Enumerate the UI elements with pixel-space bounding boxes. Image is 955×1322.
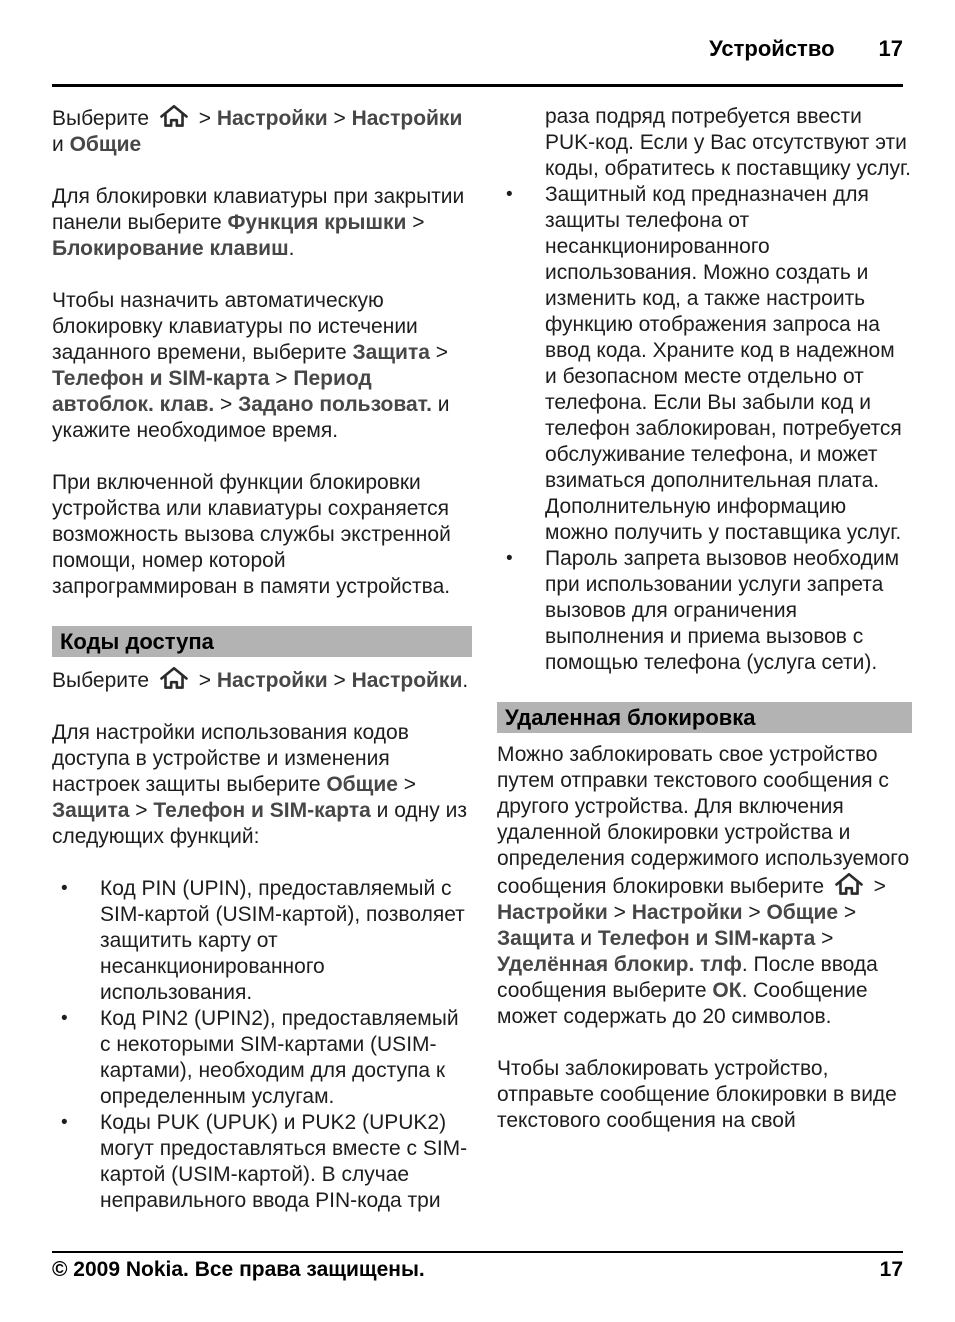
section-header: Коды доступа (52, 626, 472, 657)
body-text: > (429, 341, 449, 364)
body-text: Выберите (52, 669, 155, 692)
column-left (52, 104, 472, 1240)
menu-path-item: Защита (52, 799, 130, 822)
body-text: . (288, 237, 295, 260)
menu-path-item: Телефон и SIM-карта (52, 367, 270, 390)
menu-path-item: Телефон и SIM-карта (153, 799, 371, 822)
paragraph (52, 288, 472, 444)
menu-path-item: Защита (352, 341, 430, 364)
body-text: . (462, 669, 469, 692)
page-content (52, 104, 912, 1240)
menu-path-item: Настройки (631, 901, 743, 924)
menu-path-item: ОК (712, 979, 742, 1002)
body-text: > (607, 901, 632, 924)
menu-path-item: Настройки (497, 901, 608, 924)
body-text: Пароль запрета вызовов необходим при использовании услуги запрета вызовов для ограничения выполнения и приема вызовов с помощью телефона (услуга сети). (545, 547, 900, 674)
paragraph (52, 470, 472, 600)
menu-path-item: Телефон и SIM-карта (597, 927, 816, 950)
body-text: > (406, 211, 425, 234)
header-page-number: 17 (878, 36, 903, 61)
paragraph (52, 104, 472, 158)
body-text: и одну из следующих функций: (52, 799, 467, 848)
bullet-marker: • (61, 1112, 68, 1133)
body-text: > (129, 799, 154, 822)
body-text: > (269, 367, 294, 390)
body-text: Код PIN2 (UPIN2), предоставляемый с некоторыми SIM-картами (USIM-картами), необходим для доступа к определенным услугам. (100, 1007, 459, 1108)
body-text: Выберите (52, 107, 155, 130)
body-text: > (327, 107, 352, 130)
menu-path-item: Настройки (216, 669, 328, 692)
body-text: > (742, 901, 767, 924)
column-right (497, 104, 912, 1240)
body-text: > (397, 773, 417, 796)
body-text: Чтобы назначить автоматическую блокировку клавиатуры по истечении заданного времени, выберите (52, 289, 418, 364)
paragraph (52, 666, 472, 694)
footer-copyright: © 2009 Nokia. Все права защищены. (52, 1258, 425, 1281)
body-text: Для настройки использования кодов доступа в устройстве и изменения настроек защиты выберите (52, 721, 409, 796)
bullet-marker: • (61, 878, 68, 899)
menu-path-item: Задано пользоват. (238, 393, 432, 416)
menu-path-item: Настройки (351, 107, 463, 130)
menu-path-item: Настройки (216, 107, 328, 130)
body-text: раза подряд потребуется ввести PUK-код. Если у Вас отсутствуют эти коды, обратитесь к поставщику услуг. (545, 105, 911, 180)
menu-path-item: Общие (766, 901, 839, 924)
body-text: > (192, 107, 217, 130)
body-text: > (815, 927, 834, 950)
bullet-list (52, 876, 472, 1214)
home-icon (830, 872, 868, 900)
body-text: > (327, 669, 352, 692)
body-text: и (52, 133, 70, 156)
body-text: > (867, 875, 886, 898)
bullet-item (52, 876, 472, 1006)
bullet-list (497, 182, 912, 676)
body-text: Можно заблокировать свое устройство путем отправки текстового сообщения с другого устройства. Для включения удаленной блокировки устройства и определения содержимого используемого сообщения блокировки выберите (497, 743, 910, 898)
section-header: Удаленная блокировка (497, 702, 912, 733)
body-text: . После ввода сообщения выберите (497, 953, 878, 1002)
menu-path-item: Период автоблок. клав. (52, 367, 372, 416)
menu-path-item: Общие (326, 773, 398, 796)
bullet-item (52, 1006, 472, 1110)
footer-page-number: 17 (879, 1258, 903, 1281)
body-text: Код PIN (UPIN), предоставляемый с SIM-картой (USIM-картой), позволяет защитить карту от несанкционированного использования. (100, 877, 465, 1004)
bullet-item (52, 1110, 472, 1214)
menu-path-item: Функция крышки (227, 211, 407, 234)
header-rule (52, 84, 903, 87)
body-text: и укажите необходимое время. (52, 393, 450, 442)
page-header (709, 36, 903, 62)
menu-path-item: Уделённая блокир. тлф (497, 953, 742, 976)
home-icon (155, 104, 193, 132)
menu-path-item: Настройки (351, 669, 463, 692)
page-footer (52, 1258, 903, 1282)
footer-rule (52, 1251, 903, 1253)
body-text: > (192, 669, 217, 692)
body-text: > (214, 393, 239, 416)
header-section-title: Устройство (709, 36, 835, 61)
bullet-continuation (497, 104, 912, 182)
bullet-marker: • (506, 184, 513, 205)
body-text: Защитный код предназначен для защиты телефона от несанкционированного использования. Можно создать и изменить код, а также настроить функцию отображения запроса на ввод кода. Храните код в надежном и безопасном месте отдельно от телефона. Если Вы забыли код и телефон заблокирован, потребуется обслуживание телефона, и может взиматься дополнительная плата. Дополнительную информацию можно получить у поставщика услуг. (545, 183, 902, 544)
menu-path-item: Блокирование клавиш (52, 237, 289, 260)
body-text: Для блокировки клавиатуры при закрытии панели выберите (52, 185, 465, 234)
bullet-item (497, 182, 912, 546)
bullet-item (497, 546, 912, 676)
paragraph (497, 742, 912, 1030)
menu-path-item: Общие (69, 133, 142, 156)
bullet-marker: • (506, 548, 513, 569)
body-text: Коды PUK (UPUK) и PUK2 (UPUK2) могут предоставляться вместе с SIM-картой (USIM-картой). В случае неправильного ввода PIN-кода три (100, 1111, 468, 1212)
bullet-marker: • (61, 1008, 68, 1029)
body-text: и (574, 927, 598, 950)
body-text: Чтобы заблокировать устройство, отправьте сообщение блокировки в виде текстового сообщения на свой (497, 1057, 897, 1132)
paragraph (52, 184, 472, 262)
home-icon (155, 666, 193, 694)
paragraph (497, 1056, 912, 1134)
menu-path-item: Защита (497, 927, 575, 950)
body-text: > (838, 901, 857, 924)
body-text: . Сообщение может содержать до 20 символов. (497, 979, 868, 1028)
paragraph (52, 720, 472, 850)
body-text: При включенной функции блокировки устройства или клавиатуры сохраняется возможность вызова службы экстренной помощи, номер которой запрограммирован в памяти устройства. (52, 471, 451, 598)
